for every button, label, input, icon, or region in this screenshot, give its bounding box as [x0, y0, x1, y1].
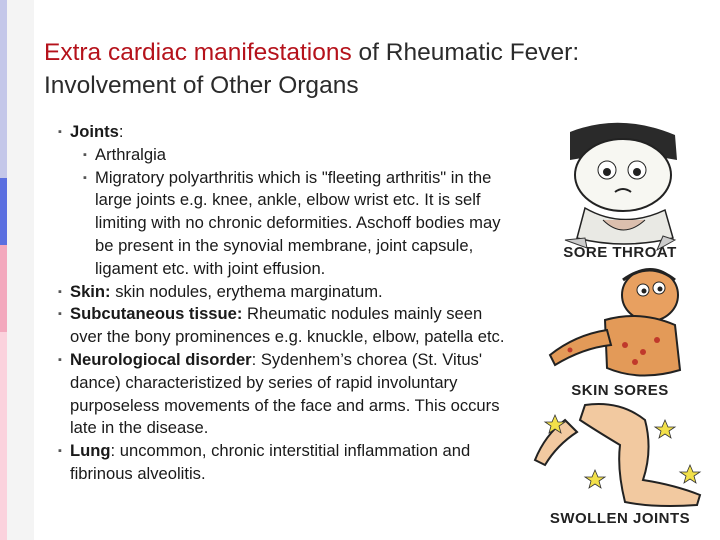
left-decorative-bar [0, 0, 34, 540]
title-rest: of Rheumatic Fever: Involvement of Other Organs [44, 39, 580, 99]
title-highlight: Extra cardiac manifestations [44, 39, 352, 66]
skin-sores-figure [550, 269, 680, 376]
stripe-lavender [0, 0, 7, 178]
bullet-heading: Skin: [70, 281, 111, 301]
bullet-heading: Lung [70, 441, 111, 461]
stripe-light-pink [0, 332, 7, 540]
stripe-blue [0, 178, 7, 245]
caption-swollen-joints: SWOLLEN JOINTS [549, 510, 691, 527]
bullet-text: : [118, 122, 124, 141]
bullet-list [58, 121, 518, 486]
caption-skin-sores: SKIN SORES [571, 382, 669, 399]
bullet-item [83, 167, 518, 281]
bullet-marker-icon: ▪ [83, 171, 87, 184]
slide-title [44, 36, 644, 102]
caption-sore-throat: SORE THROAT [563, 244, 677, 261]
symptoms-illustration [525, 120, 715, 530]
bullet-text: : uncommon, chronic interstitial inflammation and fibrinous alveolitis. [70, 441, 471, 483]
bullet-item [83, 144, 518, 167]
bullet-item [58, 349, 518, 440]
bullet-text: Rheumatic nodules mainly seen over the bony prominences e.g. knuckle, elbow, patella etc. [70, 304, 505, 347]
sore-throat-figure [565, 123, 677, 250]
bullet-heading: Subcutaneous tissue: [70, 304, 243, 324]
bullet-text: Arthralgia [95, 144, 167, 164]
bullet-item [58, 303, 518, 349]
bullet-heading: Joints [70, 122, 119, 141]
bullet-text: skin nodules, erythema marginatum. [110, 281, 383, 301]
bullet-marker-icon: ▪ [58, 353, 62, 366]
bullet-marker-icon: ▪ [58, 285, 62, 298]
bullet-text: : Sydenhem’s chorea (St. Vitus' dance) characteristized by series of rapid involuntary purposeless movements of the face and arms. This occurs late in the disease. [70, 349, 500, 438]
bullet-heading: Neurologiocal disorder [70, 349, 252, 369]
bullet-item [58, 440, 518, 486]
bullet-item [58, 281, 518, 304]
bullet-text: Migratory polyarthritis which is "fleeting arthritis" in the large joints e.g. knee, ankle, elbow wrist etc. It is self limiting with no chronic deformities. Aschoff bodies may be present in the synovial membrane, joint capsule, ligament etc. with joint effusion. [95, 167, 501, 278]
bullet-marker-icon: ▪ [58, 126, 62, 138]
bullet-item [58, 121, 518, 144]
stripe-pink [0, 245, 7, 332]
bullet-marker-icon: ▪ [58, 308, 62, 321]
swollen-joints-figure [535, 404, 700, 506]
bullet-marker-icon: ▪ [83, 148, 87, 161]
bullet-marker-icon: ▪ [58, 445, 62, 458]
